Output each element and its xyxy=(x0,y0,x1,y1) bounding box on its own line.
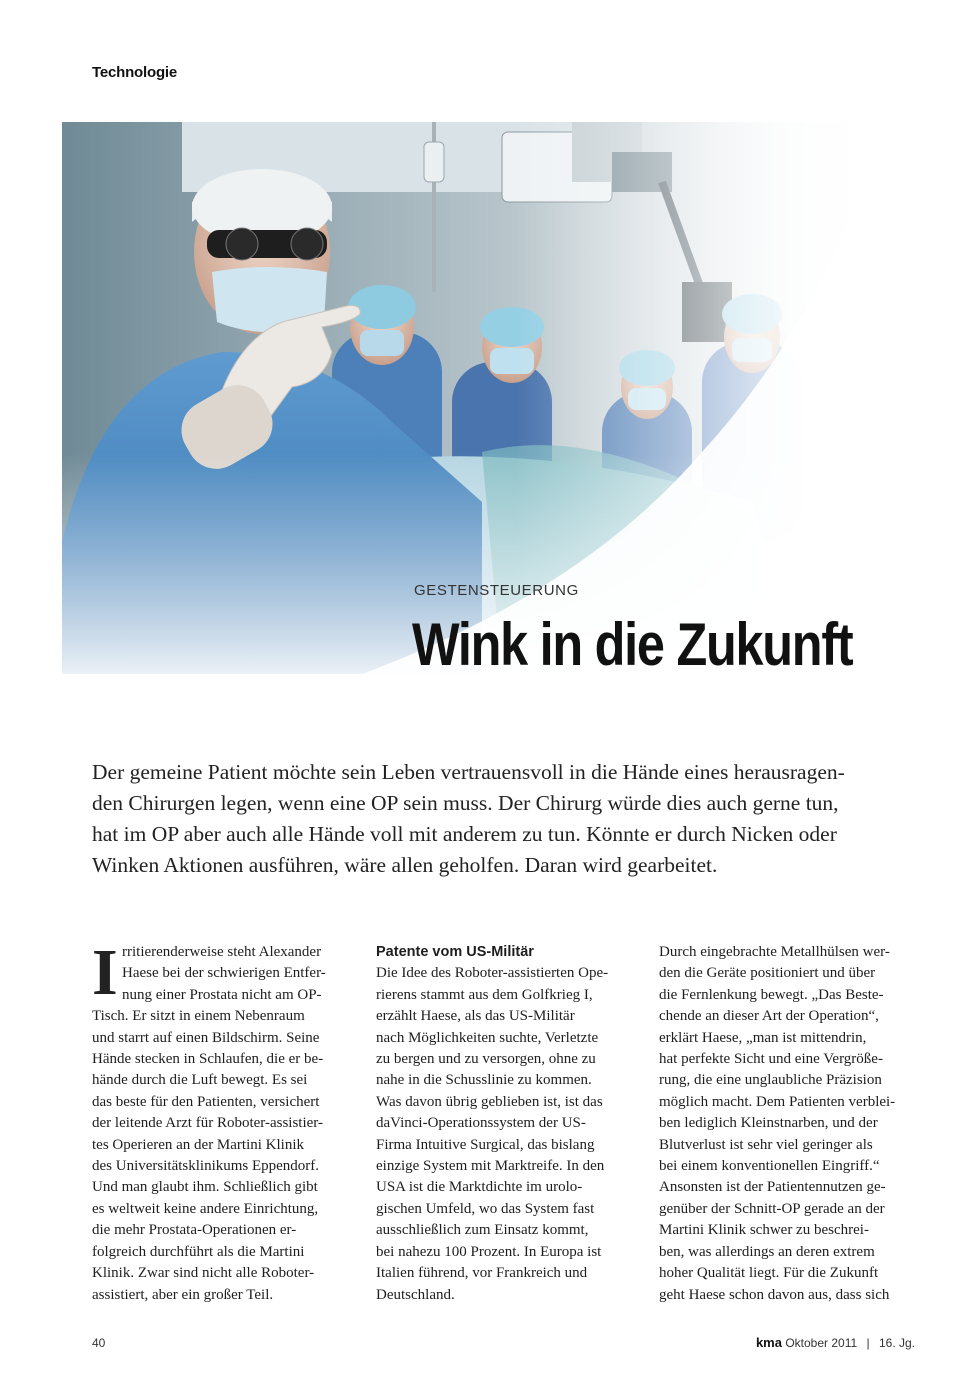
body-line: es weltweit keine andere Einrichtung, xyxy=(92,1200,319,1217)
volume: 16. Jg. xyxy=(878,1336,915,1350)
body-line: chende an dieser Art der Operation“, xyxy=(659,1008,879,1025)
body-line: folgreich durchführt als die Martini xyxy=(92,1243,305,1260)
body-line: ben lediglich Kleinstnarben, und der xyxy=(659,1115,878,1132)
body-line: Italien führend, vor Frankreich und xyxy=(376,1265,588,1282)
subheading: Patente vom US-Militär xyxy=(376,944,534,960)
body-line: Die Idee des Roboter-assistierten Ope- xyxy=(376,965,609,982)
body-line: rung, die eine unglaubliche Präzision xyxy=(659,1072,882,1089)
article-lead xyxy=(92,757,892,881)
body-line: Ansonsten ist der Patientennutzen ge- xyxy=(659,1179,886,1196)
body-line: USA ist die Marktdichte im urolo- xyxy=(376,1179,583,1196)
body-line: Firma Intuitive Surgical, das bislang xyxy=(376,1136,595,1153)
footer-issue-info xyxy=(756,1335,915,1350)
body-line: nahe in die Schusslinie zu kommen. xyxy=(376,1072,592,1089)
body-line: des Universitätsklinikums Eppendorf. xyxy=(92,1158,320,1175)
lead-line: Winken Aktionen ausführen, wäre allen geholfen. Daran wird gearbeitet. xyxy=(92,853,718,877)
issue-date: Oktober 2011 xyxy=(785,1336,858,1350)
body-line: zu bergen und zu versorgen, ohne zu xyxy=(376,1051,596,1068)
body-column-3 xyxy=(659,942,919,1306)
body-line: Blutverlust ist sehr viel geringer als xyxy=(659,1136,873,1153)
body-line: die Fernlenkung bewegt. „Das Beste- xyxy=(659,986,884,1003)
page-number: 40 xyxy=(92,1336,106,1350)
body-line: Deutschland. xyxy=(376,1286,455,1303)
body-line: das beste für den Patienten, versichert xyxy=(92,1093,320,1110)
body-line: und starrt auf einen Bildschirm. Seine xyxy=(92,1029,320,1046)
body-line: der leitende Arzt für Roboter-assistier- xyxy=(92,1115,323,1132)
body-line: erklärt Haese, „man ist mittendrin, xyxy=(659,1029,867,1046)
lead-line: hat im OP aber auch alle Hände voll mit anderem zu tun. Könnte er durch Nicken oder xyxy=(92,822,837,846)
body-line: Durch eingebrachte Metallhülsen wer- xyxy=(659,944,890,960)
body-line: ben, was allerdings an deren extrem xyxy=(659,1243,875,1260)
body-line: den die Geräte positioniert und über xyxy=(659,965,876,982)
body-line: rierens stammt aus dem Golfkrieg I, xyxy=(376,986,593,1003)
body-line: hoher Qualität liegt. Für die Zukunft xyxy=(659,1265,879,1282)
body-line: tes Operieren an der Martini Klinik xyxy=(92,1136,305,1153)
body-line: Hände stecken in Schlaufen, die er be- xyxy=(92,1051,324,1068)
body-column-2 xyxy=(376,942,636,1306)
body-line: geht Haese schon davon aus, dass sich xyxy=(659,1286,890,1303)
body-line: hat perfekte Sicht und eine Vergröße- xyxy=(659,1051,883,1068)
body-line: die mehr Prostata-Operationen er- xyxy=(92,1222,297,1239)
body-line: nung einer Prostata nicht am OP- xyxy=(122,986,322,1003)
body-line: ausschließlich zum Einsatz kommt, xyxy=(376,1222,589,1239)
body-line: rritierenderweise steht Alexander xyxy=(122,944,322,960)
body-line: Was davon übrig geblieben ist, ist das xyxy=(376,1093,603,1110)
body-line: hände durch die Luft bewegt. Es sei xyxy=(92,1072,308,1089)
body-line: Tisch. Er sitzt in einem Nebenraum xyxy=(92,1008,305,1025)
body-line: nach Möglichkeiten suchte, Verletzte xyxy=(376,1029,599,1046)
body-line: erzählt Haese, als das US-Militär xyxy=(376,1008,575,1025)
body-line: assistiert, aber ein großer Teil. xyxy=(92,1286,274,1303)
body-line: bei nahezu 100 Prozent. In Europa ist xyxy=(376,1243,602,1260)
drop-cap: I xyxy=(92,936,118,1009)
magazine-brand: kma xyxy=(755,1335,782,1350)
body-line: Klinik. Zwar sind nicht alle Roboter- xyxy=(92,1265,315,1282)
body-line: Und man glaubt ihm. Schließlich gibt xyxy=(92,1179,318,1196)
body-line: möglich macht. Dem Patienten verblei- xyxy=(659,1093,896,1110)
body-line: gischen Umfeld, wo das System fast xyxy=(376,1200,595,1217)
body-line: Haese bei der schwierigen Entfer- xyxy=(122,965,326,982)
lead-line: den Chirurgen legen, wenn eine OP sein muss. Der Chirurg würde dies auch gerne tun, xyxy=(92,791,839,815)
body-line: Martini Klinik schwer zu beschrei- xyxy=(659,1222,869,1239)
body-line: daVinci-Operationssystem der US- xyxy=(376,1115,586,1132)
lead-line: Der gemeine Patient möchte sein Leben vertrauensvoll in die Hände eines herausragen- xyxy=(92,760,845,784)
body-column-1 xyxy=(92,936,352,1306)
body-line: bei einem konventionellen Eingriff.“ xyxy=(659,1158,880,1175)
footer-separator: | xyxy=(866,1336,870,1350)
article-kicker: GESTENSTEUERUNG xyxy=(414,582,579,599)
article-headline: Wink in die Zukunft xyxy=(412,611,853,678)
section-label: Technologie xyxy=(92,64,178,81)
body-line: einzige System mit Marktreife. In den xyxy=(376,1158,605,1175)
body-line: genüber der Schnitt-OP gerade an der xyxy=(659,1200,885,1217)
